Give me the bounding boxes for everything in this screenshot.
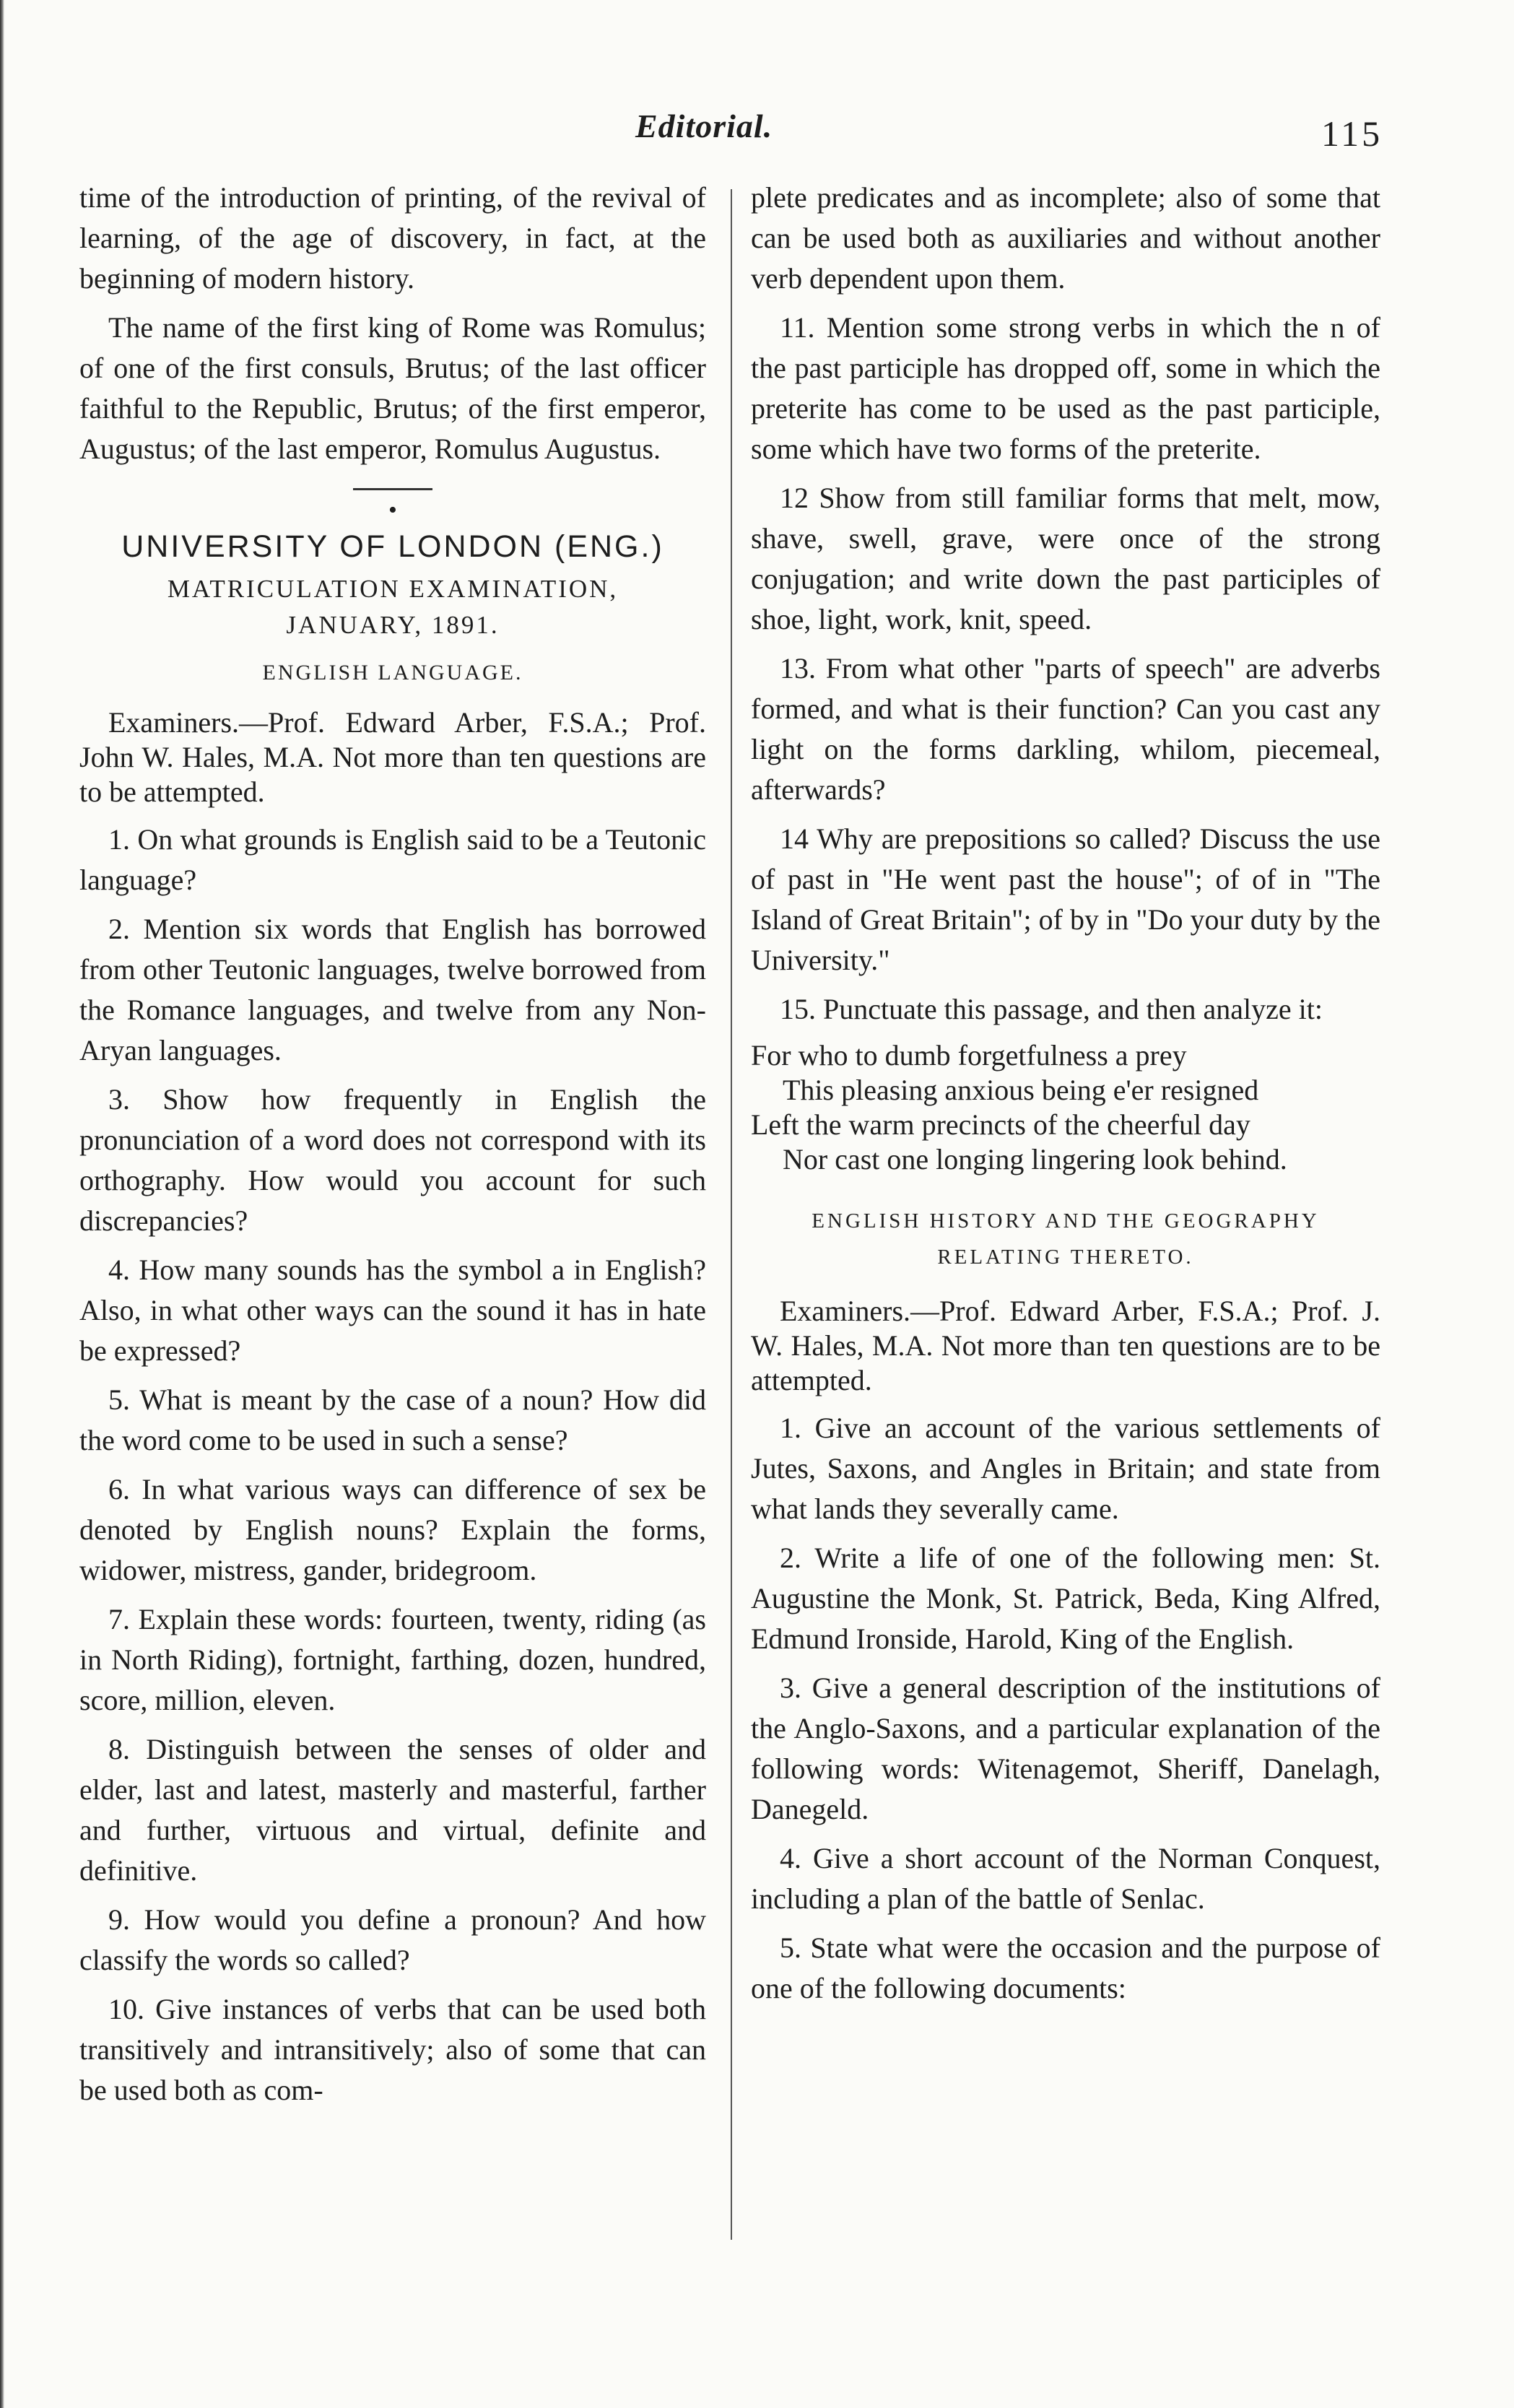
question: 2. Mention six words that English has borrowed from other Teutonic languages, twelve borrowed from the Romance languages, and twelve from any Non-Aryan languages. bbox=[79, 913, 706, 1066]
verse-line: This pleasing anxious being e'er resigned bbox=[783, 1074, 1259, 1106]
question: 9. How would you define a pronoun? And how classify the words so called? bbox=[79, 1903, 706, 1976]
exam-heading: MATRICULATION EXAMINATION, bbox=[167, 575, 619, 603]
paragraph: time of the introduction of printing, of the revival of learning, of the age of discovery, in fact, at the beginning of modern history. bbox=[79, 181, 706, 295]
question: 14 Why are prepositions so called? Discuss the use of past in "He went past the house"; of of in "The Island of Great Britain"; of by in "Do your duty by the University." bbox=[751, 822, 1380, 976]
verse-line: For who to dumb forgetfulness a prey bbox=[751, 1039, 1187, 1072]
question: 3. Show how frequently in English the pronunciation of a word does not correspond with its orthography. How would you account for such discrepancies? bbox=[79, 1083, 706, 1237]
history-heading: ENGLISH HISTORY AND THE GEOGRAPHY RELATING THERETO. bbox=[812, 1209, 1320, 1269]
question: 1. Give an account of the various settlements of Jutes, Saxons, and Angles in Britain; and state from what lands they severally came. bbox=[751, 1412, 1380, 1525]
examiners-note: Examiners.—Prof. Edward Arber, F.S.A.; Prof. John W. Hales, M.A. Not more than ten questions are to be attempted. bbox=[79, 706, 706, 808]
question: 12 Show from still familiar forms that melt, mow, shave, swell, grave, were once of the strong conjugation; and write down the past participles of shoe, light, work, knit, speed. bbox=[751, 482, 1380, 635]
subject-heading: ENGLISH LANGUAGE. bbox=[262, 661, 523, 684]
paragraph: The name of the first king of Rome was Romulus; of one of the first consuls, Brutus; of the last officer faithful to the Republic, Brutus; of the first emperor, Augustus; of the last emperor, Romulus Augustus. bbox=[79, 311, 706, 465]
question: 4. Give a short account of the Norman Conquest, including a plan of the battle of Senlac. bbox=[751, 1842, 1380, 1915]
verse-line: Left the warm precincts of the cheerful day bbox=[751, 1108, 1250, 1141]
question: 11. Mention some strong verbs in which the n of the past participle has dropped off, some in which the preterite has come to be used as the past participle, some which have two forms of the preterite. bbox=[751, 311, 1380, 465]
right-column bbox=[751, 178, 1380, 2017]
question: 5. What is meant by the case of a noun? How did the word come to be used in such a sense? bbox=[79, 1383, 706, 1456]
exam-date: JANUARY, 1891. bbox=[286, 611, 500, 639]
question: 10. Give instances of verbs that can be used both transitively and intransitively; also of some that can be used both as com- bbox=[79, 1993, 706, 2106]
left-column bbox=[79, 178, 706, 2119]
separator-dot: • bbox=[388, 497, 397, 523]
examiners-note: Examiners.—Prof. Edward Arber, F.S.A.; Prof. J. W. Hales, M.A. Not more than ten questions are to be attempted. bbox=[751, 1295, 1380, 1396]
question: 4. How many sounds has the symbol a in English? Also, in what other ways can the sound it has in hate be expressed? bbox=[79, 1253, 706, 1367]
question: 5. State what were the occasion and the purpose of one of the following documents: bbox=[751, 1931, 1380, 2004]
page-number: 115 bbox=[1321, 113, 1383, 154]
question: 1. On what grounds is English said to be a Teutonic language? bbox=[79, 823, 706, 896]
verse-line: Nor cast one longing lingering look behind. bbox=[783, 1143, 1287, 1175]
question: 2. Write a life of one of the following men: St. Augustine the Monk, St. Patrick, Beda, King Alfred, Edmund Ironside, Harold, King of the English. bbox=[751, 1542, 1380, 1655]
question: 3. Give a general description of the institutions of the Anglo-Saxons, and a particular explanation of the following words: Witenagemot, Sheriff, Danelagh, Danegeld. bbox=[751, 1672, 1380, 1825]
question: 8. Distinguish between the senses of older and elder, last and latest, masterly and masterful, farther and further, virtuous and virtual, definite and definitive. bbox=[79, 1733, 706, 1887]
section-separator bbox=[353, 488, 432, 490]
question: 6. In what various ways can difference of sex be denoted by English nouns? Explain the forms, widower, mistress, gander, bridegroom. bbox=[79, 1473, 706, 1586]
question: 7. Explain these words: fourteen, twenty, riding (as in North Riding), fortnight, farthing, dozen, hundred, score, million, eleven. bbox=[79, 1603, 706, 1716]
page-header bbox=[0, 107, 1514, 157]
university-heading: UNIVERSITY OF LONDON (ENG.) bbox=[121, 529, 664, 564]
paragraph: plete predicates and as incomplete; also of some that can be used both as auxiliaries and without another verb dependent upon them. bbox=[751, 181, 1380, 295]
question: 15. Punctuate this passage, and then analyze it: bbox=[780, 993, 1323, 1025]
running-title: Editorial. bbox=[635, 108, 773, 144]
question: 13. From what other "parts of speech" are adverbs formed, and what is their function? Can you cast any light on the forms darkling, whilom, piecemeal, afterwards? bbox=[751, 652, 1380, 806]
column-rule bbox=[731, 189, 732, 2240]
verse-passage bbox=[751, 1038, 1380, 1177]
page-edge bbox=[0, 0, 4, 2408]
